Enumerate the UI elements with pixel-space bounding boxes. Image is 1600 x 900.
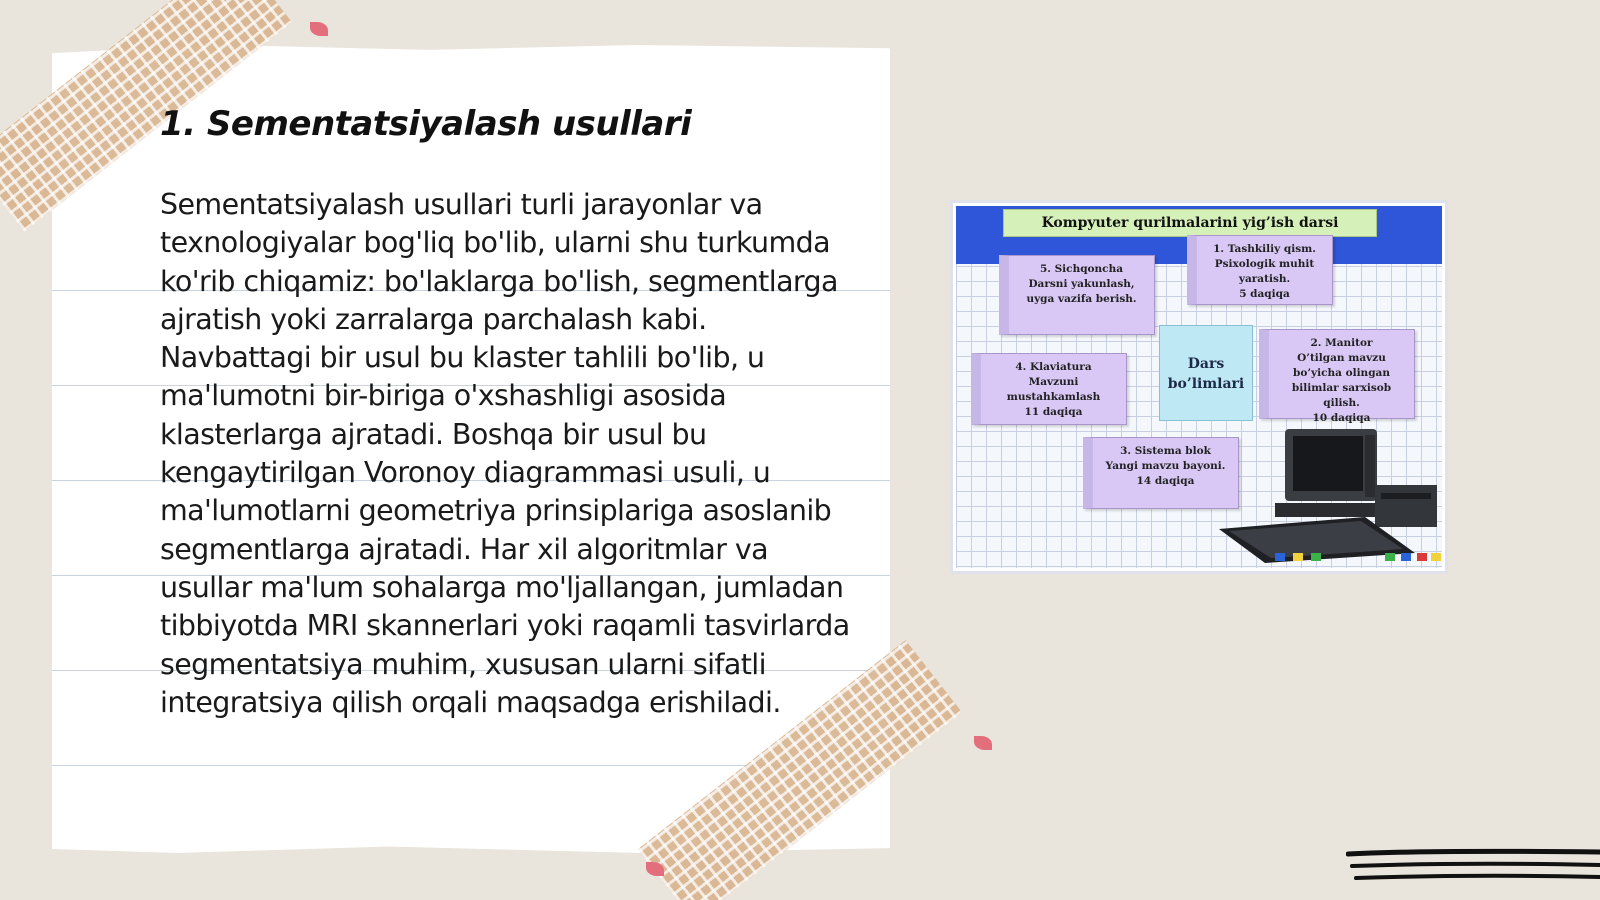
diagram-header: Kompyuter qurilmalarini yig’ish darsi [1003, 209, 1377, 237]
lesson-diagram-image [950, 200, 1448, 574]
slide-title: 1. Sementatsiyalash usullari [160, 104, 692, 144]
step-scroll-3: 3. Sistema blok Yangi mavzu bayoni. 14 daqiqa [1083, 437, 1239, 509]
step-scroll-5: 5. Sichqoncha Darsni yakunlash, uyga vazifa berish. [999, 255, 1155, 335]
brush-strokes [1346, 848, 1600, 888]
step-scroll-4: 4. Klaviatura Mavzuni mustahkamlash 11 daqiqa [971, 353, 1127, 425]
computer-icon [1215, 425, 1445, 565]
slide-body-text: Sementatsiyalash usullari turli jarayonlar va texnologiyalar bog'liq bo'lib, ularni shu turkumda ko'rib chiqamiz: bo'laklarga bo'lish, segmentlarga ajratish yoki zarralarga parchalash kabi. Navbattagi bir usul bu klaster tahlili bo'lib, u ma'lumotni bir-biriga o'xshashligi asosida klasterlarga ajratadi. Boshqa bir usul bu kengaytirilgan Voronoy diagrammasi usuli, u ma'lumotlarni geometriya prinsiplariga asoslanib segmentlarga ajratadi. Har xil algoritmlar va usullar ma'lum sohalarga mo'ljallangan, jumladan tibbiyotda MRI skannerlari yoki raqamli tasvirlarda segmentatsiya muhim, xususan ularni sifatli integratsiya qilish orqali maqsadga erishiladi. [160, 188, 850, 719]
tape-end-mark [974, 736, 992, 750]
diagram-center-box: Dars bo’limlari [1159, 325, 1253, 421]
step-scroll-1: 1. Tashkiliy qism. Psixologik muhit yaratish. 5 daqiqa [1187, 235, 1333, 305]
step-scroll-2: 2. Manitor O’tilgan mavzu bo’yicha olingan bilimlar sarxisob qilish. 10 daqiqa [1259, 329, 1415, 419]
tape-end-mark [310, 22, 328, 36]
tape-end-mark [646, 862, 664, 876]
